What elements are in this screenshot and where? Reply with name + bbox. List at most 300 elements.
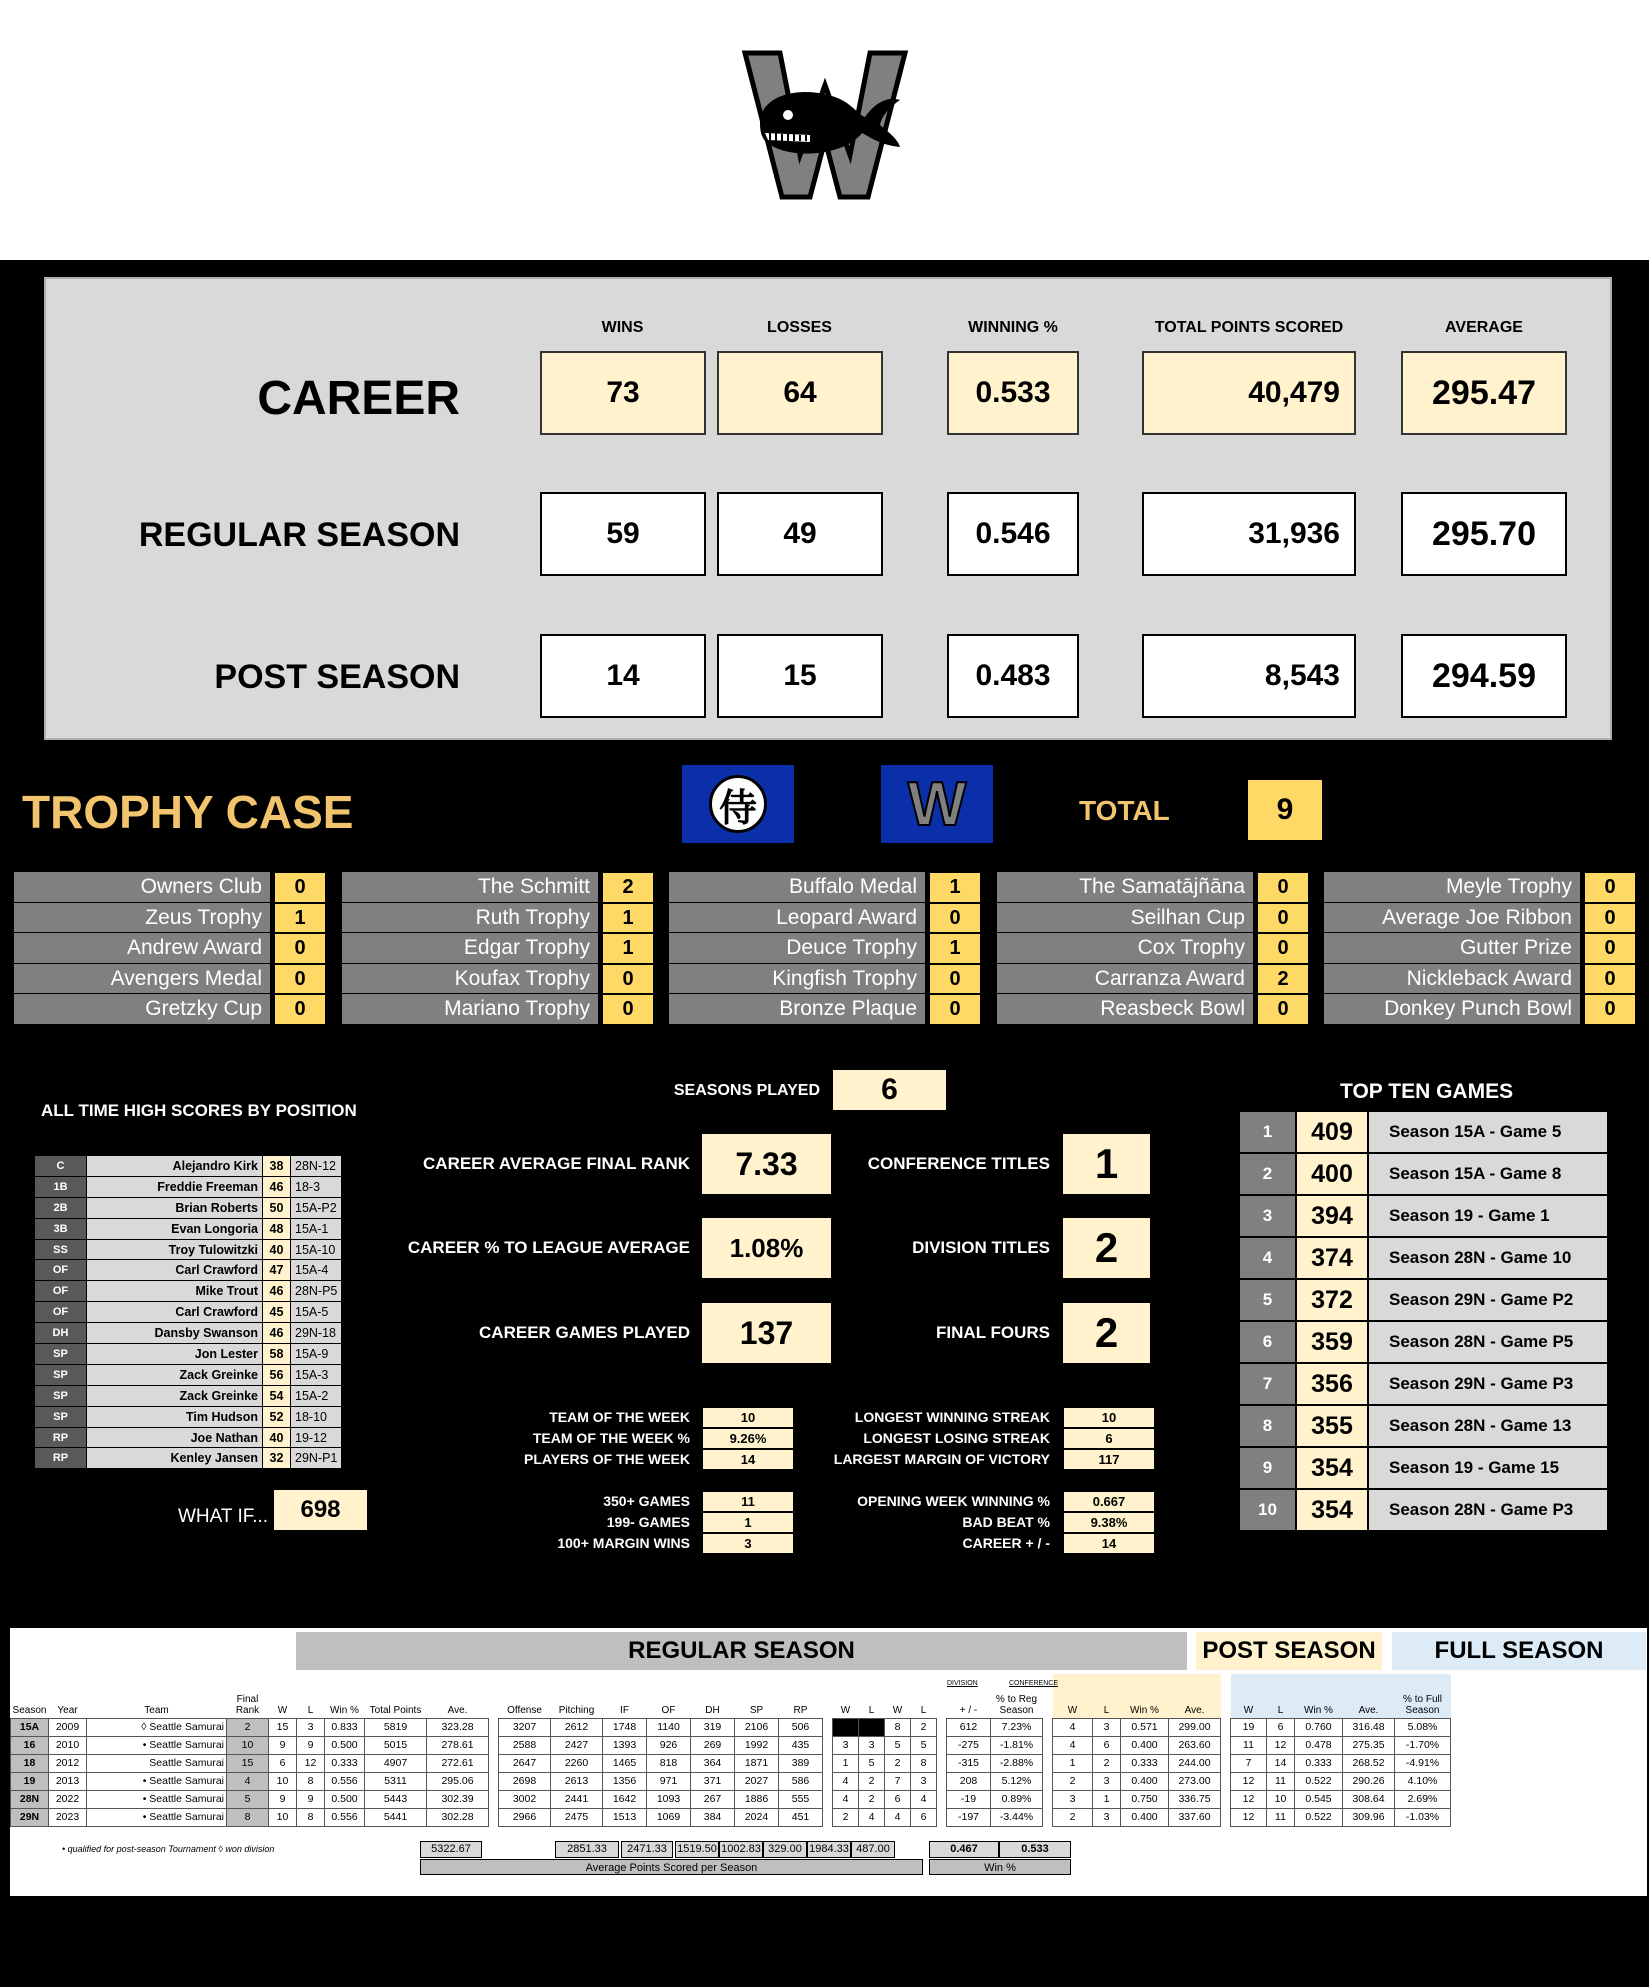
season-cell: 12 — [1267, 1736, 1295, 1754]
season-cell: 0.400 — [1121, 1808, 1169, 1826]
season-cell: -275 — [947, 1736, 991, 1754]
trophy-count: 0 — [1584, 872, 1636, 903]
player-score: 32 — [263, 1448, 291, 1469]
season-cell: 3002 — [499, 1790, 551, 1808]
game-label: Season 15A - Game 5 — [1367, 1112, 1607, 1154]
trophy-row — [14, 964, 326, 995]
trophy-count: 0 — [1257, 903, 1309, 934]
position-row — [35, 1323, 342, 1344]
avg-part-value: 487.00 — [851, 1841, 895, 1858]
small-stat-value: 117 — [1063, 1449, 1155, 1470]
position-code: DH — [35, 1323, 87, 1344]
trophy-name: Ruth Trophy — [342, 903, 598, 934]
player-score: 40 — [263, 1239, 291, 1260]
trophy-name: Edgar Trophy — [342, 933, 598, 964]
column-gap — [823, 1754, 833, 1772]
trophy-row — [1324, 994, 1636, 1025]
player-name: Brian Roberts — [87, 1197, 263, 1218]
column-gap — [1043, 1808, 1053, 1826]
conference-label: CONFERENCE — [1009, 1680, 1059, 1687]
player-score: 52 — [263, 1406, 291, 1427]
season-history-table — [10, 1674, 1451, 1827]
season-cell: 6 — [885, 1790, 911, 1808]
season-row — [11, 1790, 1451, 1808]
column-gap — [489, 1772, 499, 1790]
post-wins: 14 — [540, 634, 706, 718]
trophy-total-label: TOTAL — [1079, 795, 1170, 826]
position-code: OF — [35, 1281, 87, 1302]
season-cell: 10 — [1267, 1790, 1295, 1808]
game-label: Season 19 - Game 15 — [1367, 1448, 1607, 1490]
trophy-count: 0 — [1584, 933, 1636, 964]
position-row — [35, 1218, 342, 1239]
post-average: 294.59 — [1401, 634, 1567, 718]
season-cell: 0.760 — [1295, 1718, 1343, 1736]
trophy-name: Seilhan Cup — [997, 903, 1253, 934]
score-game: 29N-P1 — [291, 1448, 342, 1469]
avg-part-value: 1519.50 — [675, 1841, 719, 1858]
season-cell: 0.333 — [1295, 1754, 1343, 1772]
game-score: 354 — [1295, 1448, 1367, 1490]
season-cell: -1.70% — [1395, 1736, 1451, 1754]
season-cell: 1465 — [603, 1754, 647, 1772]
trophy-count: 2 — [602, 872, 654, 903]
season-cell: 337.60 — [1169, 1808, 1221, 1826]
season-cell: 2009 — [49, 1718, 87, 1736]
season-cell: 4 — [1053, 1736, 1093, 1754]
player-name: Mike Trout — [87, 1281, 263, 1302]
column-header: L — [1093, 1674, 1121, 1718]
pct-league: 1.08% — [702, 1218, 831, 1278]
position-row — [35, 1385, 342, 1406]
season-cell: 6 — [1267, 1718, 1295, 1736]
column-header: + / - — [959, 1704, 978, 1716]
top-game-row — [1240, 1490, 1607, 1532]
small-stat-label: LONGEST WINNING STREAK — [854, 1409, 1050, 1425]
season-cell: 3 — [1093, 1808, 1121, 1826]
trophy-row — [669, 994, 981, 1025]
trophy-count: 1 — [602, 903, 654, 934]
column-header: Win % — [330, 1704, 359, 1716]
trophy-count: 1 — [602, 933, 654, 964]
season-cell: 2698 — [499, 1772, 551, 1790]
trophy-name: Nickleback Award — [1324, 964, 1580, 995]
season-cell: • Seattle Samurai — [87, 1790, 227, 1808]
column-gap — [1221, 1674, 1231, 1718]
small-stat-value: 10 — [1063, 1407, 1155, 1428]
column-header: OF — [661, 1704, 676, 1716]
season-cell: 5.12% — [991, 1772, 1043, 1790]
position-row — [35, 1260, 342, 1281]
column-gap — [489, 1736, 499, 1754]
position-code: OF — [35, 1302, 87, 1323]
season-cell: 290.26 — [1343, 1772, 1395, 1790]
small-stat-value: 11 — [702, 1491, 794, 1512]
season-cell: 2 — [911, 1718, 937, 1736]
player-score: 38 — [263, 1156, 291, 1177]
season-cell: 0.545 — [1295, 1790, 1343, 1808]
row-label-regular: REGULAR SEASON — [138, 516, 460, 554]
game-score: 394 — [1295, 1196, 1367, 1238]
season-cell: 302.39 — [427, 1790, 489, 1808]
season-cell: 2013 — [49, 1772, 87, 1790]
season-cell: 3207 — [499, 1718, 551, 1736]
trophy-row — [1324, 872, 1636, 903]
win-pct-division: 0.467 — [929, 1841, 999, 1858]
season-cell: 1393 — [603, 1736, 647, 1754]
score-game: 18-3 — [291, 1176, 342, 1197]
position-code: RP — [35, 1448, 87, 1469]
w-badge — [881, 765, 993, 843]
small-stat-value: 3 — [702, 1533, 794, 1554]
score-game: 15A-3 — [291, 1364, 342, 1385]
game-rank: 5 — [1240, 1280, 1295, 1322]
season-cell: 5015 — [365, 1736, 427, 1754]
trophy-count: 0 — [929, 903, 981, 934]
trophy-name: Buffalo Medal — [669, 872, 925, 903]
trophy-count: 0 — [274, 933, 326, 964]
player-name: Carl Crawford — [87, 1260, 263, 1281]
season-cell: 0.333 — [325, 1754, 365, 1772]
game-rank: 10 — [1240, 1490, 1295, 1532]
post-season-header: POST SEASON — [1196, 1632, 1382, 1670]
position-code: 1B — [35, 1176, 87, 1197]
games-played: 137 — [702, 1303, 831, 1363]
small-stat-value: 1 — [702, 1512, 794, 1533]
season-cell: 2.69% — [1395, 1790, 1451, 1808]
career-wins: 73 — [540, 351, 706, 435]
avg-part-value: 2851.33 — [555, 1841, 619, 1858]
season-cell: 7 — [1231, 1754, 1267, 1772]
season-cell: 0.400 — [1121, 1772, 1169, 1790]
trophy-row — [997, 872, 1309, 903]
game-score: 355 — [1295, 1406, 1367, 1448]
game-rank: 8 — [1240, 1406, 1295, 1448]
final-fours-label: FINAL FOURS — [936, 1323, 1050, 1342]
season-cell: 302.28 — [427, 1808, 489, 1826]
whatif-label: WHAT IF... — [178, 1506, 269, 1527]
season-cell: 506 — [779, 1718, 823, 1736]
row-label-career: CAREER — [257, 372, 460, 425]
season-cell: 208 — [947, 1772, 991, 1790]
avg-part-value: 2471.33 — [621, 1841, 673, 1858]
trophy-name: The Schmitt — [342, 872, 598, 903]
season-cell: 5 — [911, 1736, 937, 1754]
season-cell: 299.00 — [1169, 1718, 1221, 1736]
season-cell: 612 — [947, 1718, 991, 1736]
player-score: 56 — [263, 1364, 291, 1385]
column-header: Year — [57, 1704, 78, 1716]
season-cell: 4 — [227, 1772, 269, 1790]
col-total-points: TOTAL POINTS SCORED — [1154, 319, 1344, 336]
position-code: RP — [35, 1427, 87, 1448]
small-stat-label: LONGEST LOSING STREAK — [863, 1430, 1050, 1446]
win-pct-conference: 0.533 — [999, 1841, 1071, 1858]
column-gap — [937, 1718, 947, 1736]
season-cell: 2647 — [499, 1754, 551, 1772]
season-cell: 5443 — [365, 1790, 427, 1808]
season-cell: 926 — [647, 1736, 691, 1754]
player-name: Alejandro Kirk — [87, 1156, 263, 1177]
game-score: 374 — [1295, 1238, 1367, 1280]
trophy-row — [669, 933, 981, 964]
conf-titles: 1 — [1063, 1134, 1150, 1194]
position-code: 2B — [35, 1197, 87, 1218]
header-area — [0, 0, 1649, 260]
season-cell: 316.48 — [1343, 1718, 1395, 1736]
column-header: Ave. — [1169, 1674, 1221, 1718]
post-losses: 15 — [717, 634, 883, 718]
pct-league-label: CAREER % TO LEAGUE AVERAGE — [407, 1238, 690, 1257]
score-game: 15A-9 — [291, 1344, 342, 1365]
game-score: 400 — [1295, 1154, 1367, 1196]
season-cell — [833, 1718, 859, 1736]
trophy-group — [669, 872, 981, 1025]
season-cell: 2 — [1053, 1808, 1093, 1826]
score-game: 15A-4 — [291, 1260, 342, 1281]
player-name: Evan Longoria — [87, 1218, 263, 1239]
season-cell: 2 — [833, 1808, 859, 1826]
season-cell: 18 — [11, 1754, 49, 1772]
trophy-row — [997, 933, 1309, 964]
season-cell: 323.28 — [427, 1718, 489, 1736]
trophy-name: Mariano Trophy — [342, 994, 598, 1025]
trophy-row — [997, 994, 1309, 1025]
trophy-total: 9 — [1248, 780, 1322, 840]
position-row — [35, 1156, 342, 1177]
season-cell: 0.500 — [325, 1736, 365, 1754]
season-cell: 1093 — [647, 1790, 691, 1808]
season-cell: 2612 — [551, 1718, 603, 1736]
small-stat-label: TEAM OF THE WEEK % — [532, 1430, 690, 1446]
top-game-row — [1240, 1238, 1607, 1280]
top-game-row — [1240, 1322, 1607, 1364]
small-stat-label: OPENING WEEK WINNING % — [857, 1493, 1050, 1509]
season-cell: 1140 — [647, 1718, 691, 1736]
trophy-row — [669, 964, 981, 995]
trophy-count: 1 — [274, 903, 326, 934]
column-gap — [1221, 1772, 1231, 1790]
season-cell: 336.75 — [1169, 1790, 1221, 1808]
column-header: % to Full Season — [1395, 1674, 1451, 1718]
trophy-name: Owners Club — [14, 872, 270, 903]
game-rank: 6 — [1240, 1322, 1295, 1364]
player-score: 46 — [263, 1323, 291, 1344]
season-cell: 2010 — [49, 1736, 87, 1754]
player-name: Dansby Swanson — [87, 1323, 263, 1344]
column-header: W — [277, 1704, 288, 1716]
trophy-count: 0 — [274, 994, 326, 1025]
season-cell: 0.750 — [1121, 1790, 1169, 1808]
career-average: 295.47 — [1401, 351, 1567, 435]
avg-rank: 7.33 — [702, 1134, 831, 1194]
samurai-badge — [682, 765, 794, 843]
top-ten-title: TOP TEN GAMES — [1340, 1080, 1514, 1103]
top-game-row — [1240, 1448, 1607, 1490]
season-cell: 364 — [691, 1754, 735, 1772]
trophy-row — [669, 903, 981, 934]
season-cell: 0.571 — [1121, 1718, 1169, 1736]
score-game: 19-12 — [291, 1427, 342, 1448]
season-cell: 19 — [1231, 1718, 1267, 1736]
season-cell: 586 — [779, 1772, 823, 1790]
column-header: % to Reg Season — [995, 1693, 1038, 1716]
regular-points: 31,936 — [1142, 492, 1356, 576]
season-cell: -1.03% — [1395, 1808, 1451, 1826]
position-row — [35, 1406, 342, 1427]
column-header: Total Points — [369, 1704, 422, 1716]
season-cell: 6 — [911, 1808, 937, 1826]
small-stat-value: 0.667 — [1063, 1491, 1155, 1512]
season-cell: 268.52 — [1343, 1754, 1395, 1772]
position-row — [35, 1302, 342, 1323]
trophy-row — [1324, 903, 1636, 934]
game-score: 359 — [1295, 1322, 1367, 1364]
season-cell: 263.60 — [1169, 1736, 1221, 1754]
score-game: 15A-10 — [291, 1239, 342, 1260]
trophy-name: Cox Trophy — [997, 933, 1253, 964]
trophy-row — [997, 964, 1309, 995]
position-code: SS — [35, 1239, 87, 1260]
column-header: Offense — [507, 1704, 542, 1716]
season-cell: 0.556 — [325, 1772, 365, 1790]
col-average: AVERAGE — [1445, 319, 1523, 336]
position-scores-title: ALL TIME HIGH SCORES BY POSITION — [41, 1101, 357, 1120]
season-cell: 371 — [691, 1772, 735, 1790]
player-name: Kenley Jansen — [87, 1448, 263, 1469]
game-label: Season 19 - Game 1 — [1367, 1196, 1607, 1238]
column-header: L — [868, 1704, 875, 1716]
season-cell: 5311 — [365, 1772, 427, 1790]
post-points: 8,543 — [1142, 634, 1356, 718]
season-cell: Seattle Samurai — [87, 1754, 227, 1772]
column-gap — [489, 1808, 499, 1826]
season-cell: 5441 — [365, 1808, 427, 1826]
trophy-count: 0 — [1584, 964, 1636, 995]
trophy-count: 0 — [1257, 933, 1309, 964]
avg-rank-label: CAREER AVERAGE FINAL RANK — [423, 1154, 690, 1173]
regular-season-header: REGULAR SEASON — [296, 1632, 1187, 1670]
season-row — [11, 1754, 1451, 1772]
final-fours: 2 — [1063, 1303, 1150, 1363]
season-cell: 2475 — [551, 1808, 603, 1826]
trophy-group — [342, 872, 654, 1025]
column-gap — [1221, 1736, 1231, 1754]
trophy-group — [14, 872, 326, 1025]
column-gap — [489, 1754, 499, 1772]
whale-w-logo — [740, 45, 910, 205]
trophy-name: Meyle Trophy — [1324, 872, 1580, 903]
post-pct: 0.483 — [947, 634, 1079, 718]
column-header: W — [840, 1704, 851, 1716]
career-pct: 0.533 — [947, 351, 1079, 435]
trophy-count: 2 — [1257, 964, 1309, 995]
small-stat-value: 9.26% — [702, 1428, 794, 1449]
player-name: Tim Hudson — [87, 1406, 263, 1427]
season-cell: 4907 — [365, 1754, 427, 1772]
season-cell: 384 — [691, 1808, 735, 1826]
season-cell: 2 — [859, 1772, 885, 1790]
trophy-name: Deuce Trophy — [669, 933, 925, 964]
season-cell: 29N — [11, 1808, 49, 1826]
small-stat-label: PLAYERS OF THE WEEK — [524, 1451, 690, 1467]
trophy-row — [14, 872, 326, 903]
games-played-label: CAREER GAMES PLAYED — [479, 1323, 690, 1342]
season-cell: 319 — [691, 1718, 735, 1736]
position-row — [35, 1239, 342, 1260]
trophy-count: 0 — [1257, 994, 1309, 1025]
small-stat-label: 350+ GAMES — [603, 1493, 690, 1509]
season-cell: 0.333 — [1121, 1754, 1169, 1772]
trophy-name: Leopard Award — [669, 903, 925, 934]
season-cell: 8 — [911, 1754, 937, 1772]
column-header: RP — [793, 1704, 808, 1716]
trophy-row — [669, 872, 981, 903]
player-score: 40 — [263, 1427, 291, 1448]
season-cell: 10 — [269, 1808, 297, 1826]
season-cell: 10 — [227, 1736, 269, 1754]
position-code: SP — [35, 1385, 87, 1406]
position-code: SP — [35, 1364, 87, 1385]
season-cell: 12 — [297, 1754, 325, 1772]
column-header: W — [1231, 1674, 1267, 1718]
season-cell: 0.833 — [325, 1718, 365, 1736]
season-cell: -2.88% — [991, 1754, 1043, 1772]
top-game-row — [1240, 1280, 1607, 1322]
trophy-count: 0 — [274, 872, 326, 903]
trophy-row — [1324, 964, 1636, 995]
season-row — [11, 1808, 1451, 1826]
top-game-row — [1240, 1364, 1607, 1406]
player-name: Zack Greinke — [87, 1385, 263, 1406]
top-ten-table — [1240, 1112, 1607, 1532]
season-cell: • Seattle Samurai — [87, 1808, 227, 1826]
trophy-name: Koufax Trophy — [342, 964, 598, 995]
player-score: 54 — [263, 1385, 291, 1406]
column-gap — [823, 1808, 833, 1826]
season-cell: 4 — [859, 1808, 885, 1826]
column-gap — [1043, 1754, 1053, 1772]
season-cell: ◊ Seattle Samurai — [87, 1718, 227, 1736]
season-cell: 6 — [269, 1754, 297, 1772]
season-cell: 8 — [297, 1772, 325, 1790]
score-game: 29N-18 — [291, 1323, 342, 1344]
position-row — [35, 1281, 342, 1302]
season-cell: 5 — [885, 1736, 911, 1754]
season-cell: 19 — [11, 1772, 49, 1790]
column-gap — [1043, 1718, 1053, 1736]
column-gap — [1221, 1718, 1231, 1736]
season-cell: 0.478 — [1295, 1736, 1343, 1754]
game-score: 356 — [1295, 1364, 1367, 1406]
regular-wins: 59 — [540, 492, 706, 576]
career-summary-panel — [44, 277, 1612, 740]
game-rank: 4 — [1240, 1238, 1295, 1280]
trophy-row — [342, 903, 654, 934]
trophy-count: 0 — [602, 994, 654, 1025]
season-notes: • qualified for post-season Tournament ◊ won division — [62, 1844, 275, 1854]
trophy-name: Bronze Plaque — [669, 994, 925, 1025]
season-cell: 14 — [1267, 1754, 1295, 1772]
trophy-count: 0 — [1257, 872, 1309, 903]
top-game-row — [1240, 1406, 1607, 1448]
position-code: SP — [35, 1406, 87, 1427]
season-cell: 267 — [691, 1790, 735, 1808]
season-cell: 275.35 — [1343, 1736, 1395, 1754]
season-cell: 9 — [269, 1736, 297, 1754]
column-gap — [937, 1754, 947, 1772]
trophy-count: 0 — [929, 994, 981, 1025]
